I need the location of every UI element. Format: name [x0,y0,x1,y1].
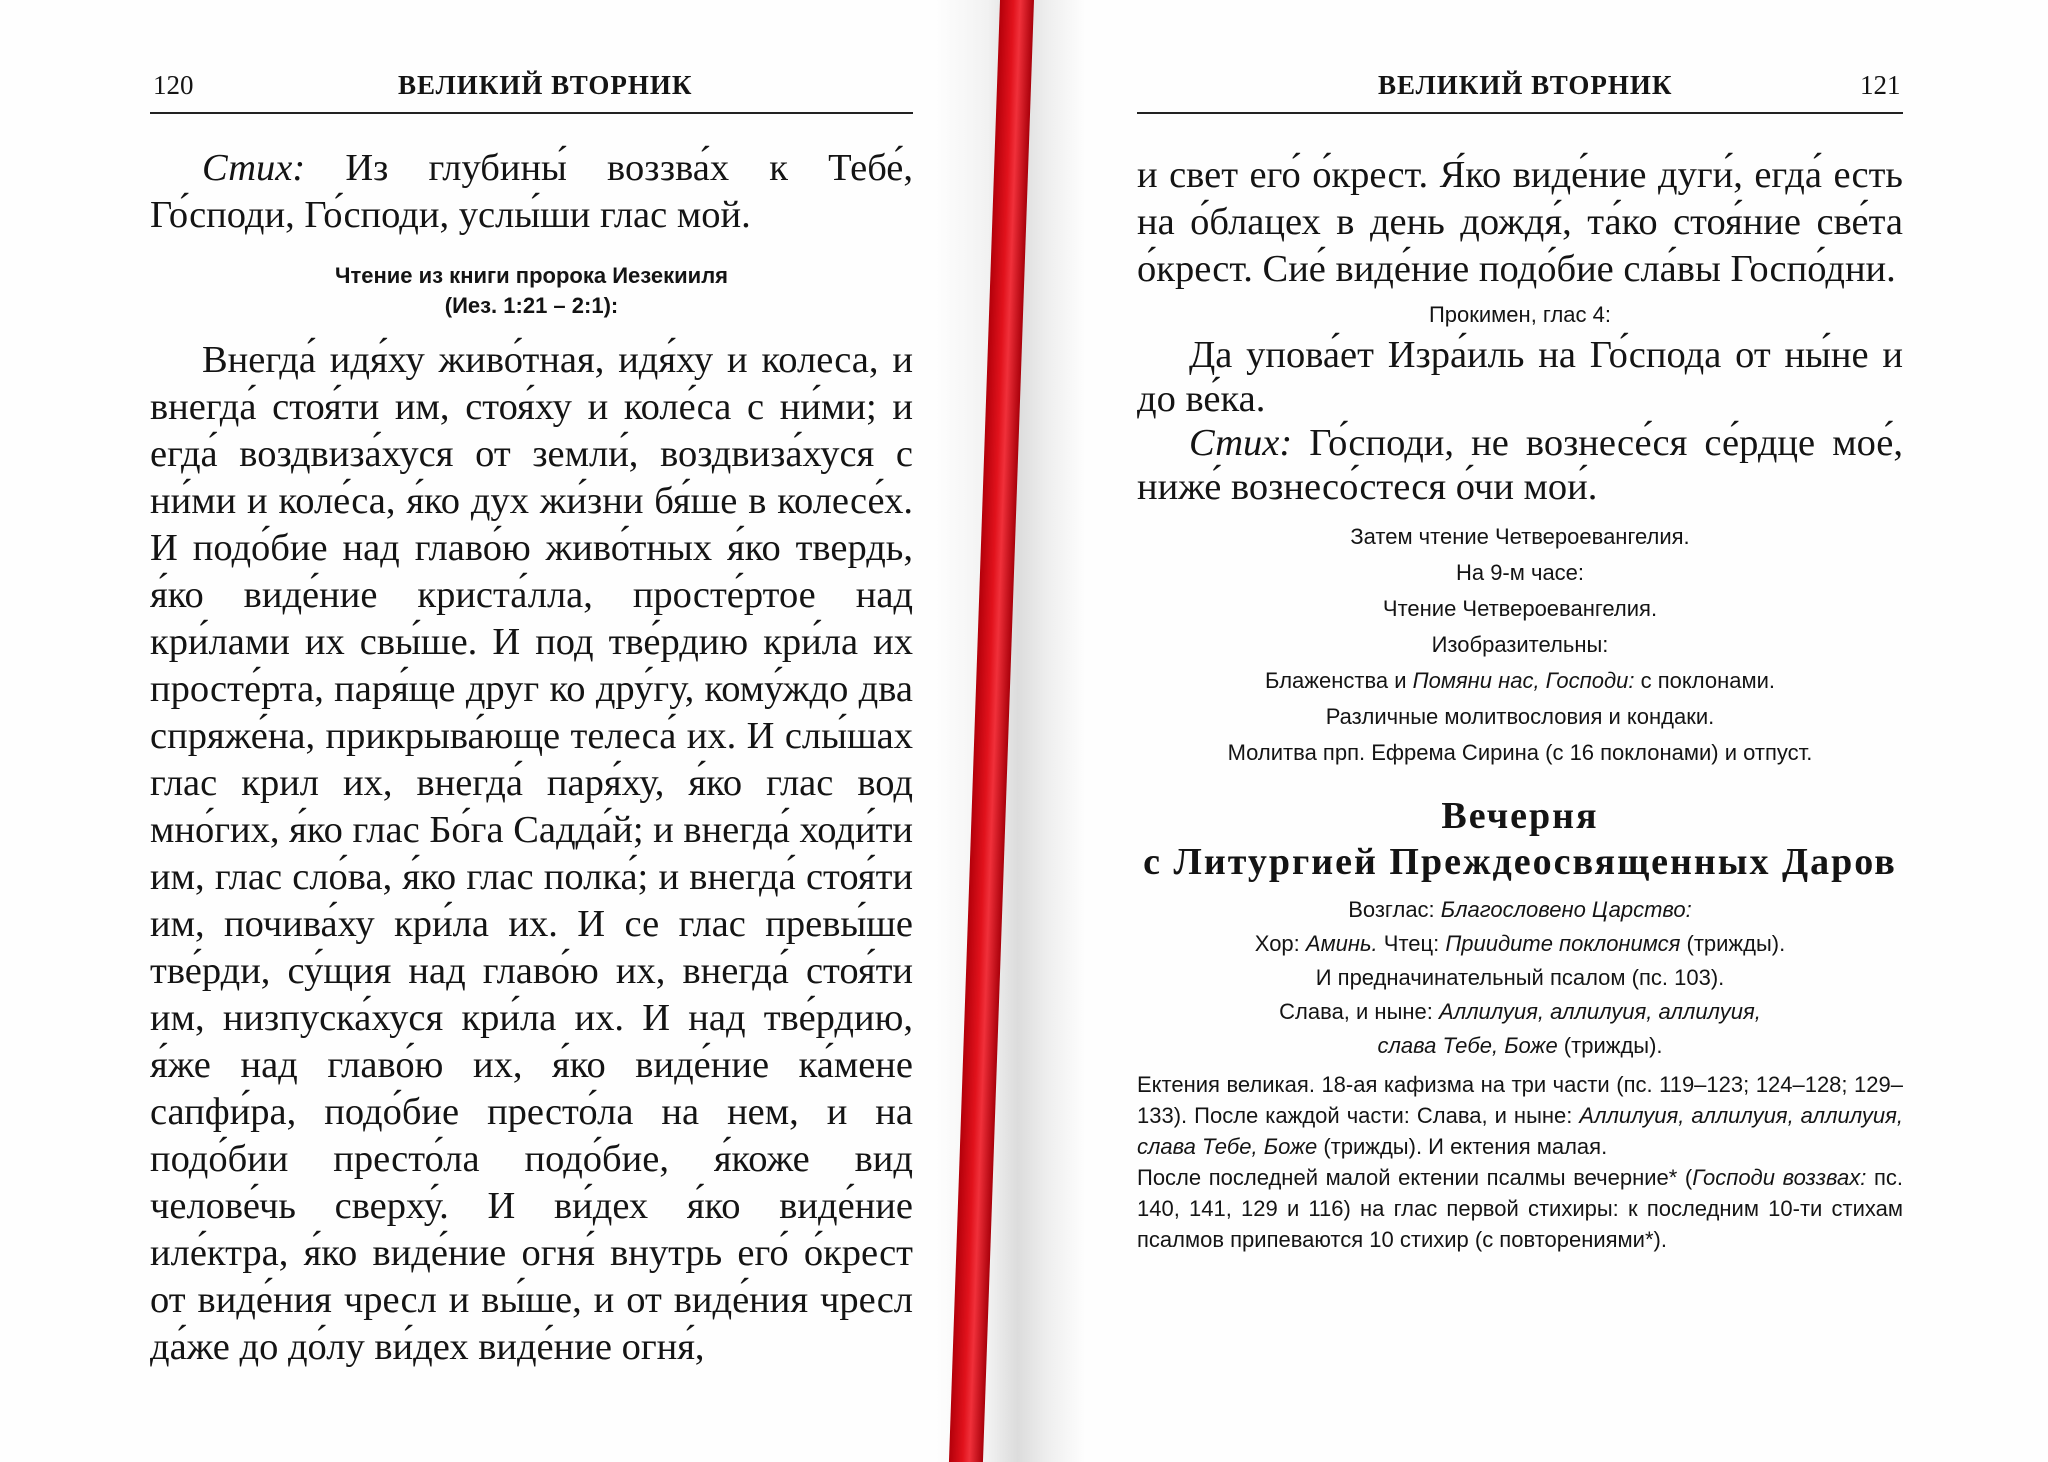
rubric-gospel-reading: Затем чтение Четвероевангелия. [1350,524,1690,549]
left-running-head: ВЕЛИКИЙ ВТОРНИК [398,70,693,100]
right-running-head: ВЕЛИКИЙ ВТОРНИК [1378,70,1673,100]
rubric-gospel: Чтение Четвероевангелия. [1382,596,1658,621]
right-header-rule [1137,112,1903,114]
choir-c: Чтец: [1377,931,1446,956]
right-verse-text: Го́споди, не вознесе́ся се́рдце мое́, ниже́ вознесо́стеся о́чи мои́. [1137,422,1903,508]
rubric-beatitudes [1137,663,1903,699]
vespers-subtitle: с Литургией Преждеосвященных Даров [1143,841,1897,883]
rubric-ephrem: Молитва прп. Ефрема Сирина (с 16 поклонами) и отпуст. [1227,740,1813,765]
prokimen-text: Да упова́ет Изра́иль на Го́спода от ны́не и до ве́ка. [1137,334,1903,420]
choir-d: Приидите поклонимся [1445,931,1681,956]
last-b: Господи воззвах: [1692,1165,1867,1190]
right-verse-label: Стих: [1189,422,1293,464]
left-header-rule [150,112,913,114]
vozglas-b: Благословено Царство: [1440,897,1692,922]
beatitudes-a: Блаженства и [1265,668,1413,693]
choir-e: (трижды). [1680,931,1786,956]
beatitudes-b: Помяни нас, Господи: [1412,668,1635,693]
left-verse-text: Из глубины́ воззва́х к Тебе́, Го́споди, Го́споди, услы́ши глас мой. [150,147,914,236]
rubric-last-ektenia [1137,1162,1903,1255]
rubric-prayers: Различные молитвословия и кондаки. [1325,704,1715,729]
vespers-heading [1137,793,1903,885]
vespers-rubrics [1137,893,1903,1063]
left-page-number: 120 [153,70,194,100]
slava-b: Аллилуия, аллилуия, аллилуия, [1439,999,1761,1024]
ektenia-a: Ектения великая. 18-ая кафизма на три части (пс. 119–123; 124–128; 129–133). После каждой части: Слава, и ныне: [1137,1072,1903,1128]
last-c: пс. 140, 141, 129 и 116) на глас первой стихиры: к последним 10-ти стихам псалмов припеваются 10 стихир (с повторениями*). [1137,1165,1903,1252]
right-page-number: 121 [1860,70,1901,100]
right-body-text [1137,152,1903,1255]
reading-continuation: и свет его́ о́крест. Я́ко виде́ние дуги́, егда́ есть на о́блацех в день дождя́, та́ко стоя́ние све́та о́крест. Сие́ виде́ние подо́бие сла́вы Госпо́дни. [1137,154,1903,290]
left-verse [150,145,913,239]
vespers-title: Вечерня [1441,795,1599,837]
last-a: После последней малой ектении псалмы вечерние* ( [1137,1165,1693,1190]
rubric-slava-2 [1137,1029,1903,1063]
slava-c: слава Тебе, Боже [1377,1033,1558,1058]
slava-d: (трижды). [1557,1033,1663,1058]
left-verse-label: Стих: [202,147,306,189]
ektenia-b: Аллилуия, аллилуия, аллилуия, слава Тебе, Боже [1137,1103,1903,1159]
prokimen-label: Прокимен, глас 4: [1428,302,1611,327]
left-body-text [150,145,913,1371]
rubric-typika: Изобразительны: [1431,632,1609,657]
rubric-ektenia [1137,1069,1903,1162]
reading-title: Чтение из книги пророка Иезекииля [334,263,729,288]
beatitudes-c: с поклонами. [1634,668,1775,693]
ektenia-c: (трижды). И ектения малая. [1317,1134,1608,1159]
slava-a: Слава, и ныне: [1279,999,1440,1024]
rubric-ninth-hour: На 9-м часе: [1455,560,1585,585]
choir-a: Хор: [1254,931,1306,956]
reading-reference: (Иез. 1:21 – 2:1): [444,293,619,318]
reading-heading [150,261,913,321]
reading-text: Внегда́ идя́ху живо́тная, идя́ху и колеса, и внегда́ стоя́ти им, стоя́ху и коле́са с ни́ми; и егда́ воздвиза́хуся от земли́, воздвиза́хуся с ни́ми и коле́са, я́ко дух жи́зни бя́ше в колесе́х. И подо́бие над главо́ю живо́тных я́ко твердь, я́ко виде́ние криста́лла, просте́ртое над кри́лами их свы́ше. И под тве́рдию кри́ла их просте́рта, паря́ще друг ко дру́гу, кому́ждо два спряже́на, прикрыва́юще телеса́ их. И слы́шах глас крил их, внегда́ паря́ху, я́ко глас вод мно́гих, я́ко глас Бо́га Садда́й; и внегда́ ходи́ти им, глас сло́ва, я́ко глас полка́; и внегда́ стоя́ти им, почива́ху кри́ла их. И се глас превы́ше тве́рди, су́щия над главо́ю их, внегда́ стоя́ти им, низпуска́хуся кри́ла их. И над тве́рдию, я́же над главо́ю их, я́ко виде́ние ка́мене сапфи́ра, подо́бие престо́ла на нем, и на подо́бии престо́ла подо́бие, я́коже вид челове́чь свеpху́. И ви́дех я́ко виде́ние иле́ктра, я́ко виде́ние огня́ внутрь его́ о́крест от виде́ния чресл и вы́ше, и от виде́ния чресл да́же до до́лу ви́дех виде́ние огня́, [150,339,913,1368]
right-verse [1137,421,1903,509]
choir-b: Аминь. [1305,931,1378,956]
vozglas-a: Возглас: [1348,897,1441,922]
rubric-psalm: И предначинательный псалом (пс. 103). [1315,965,1725,990]
rubric-choir [1137,927,1903,961]
rubric-vozglas [1137,893,1903,927]
vespers-instructions [1137,1069,1903,1255]
rubric-slava-1 [1137,995,1903,1029]
rubrics-block [1137,519,1903,771]
